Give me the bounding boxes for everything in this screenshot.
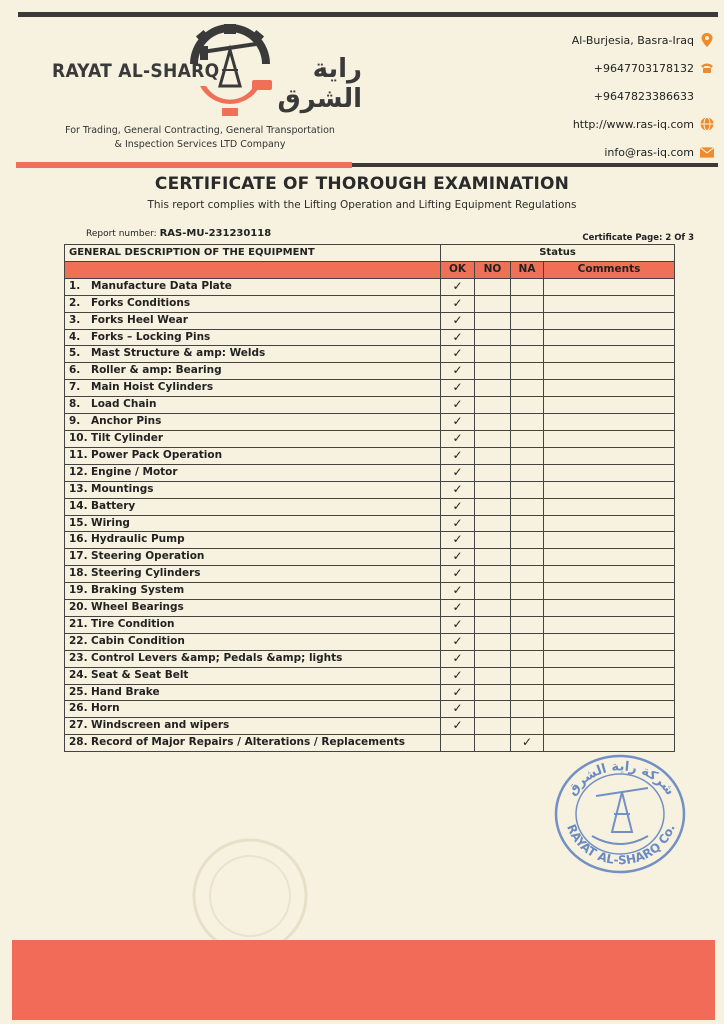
location-icon: [700, 33, 714, 47]
table-row: [65, 667, 675, 684]
comment-cell: [544, 735, 675, 752]
status-na-cell: [511, 430, 544, 447]
table-row: [65, 447, 675, 464]
item-label: Power Pack Operation: [91, 448, 223, 461]
company-stamp: [552, 752, 692, 882]
item-number: 18.: [69, 567, 88, 580]
table-row: [65, 650, 675, 667]
item-label-cell: [65, 566, 441, 583]
contact-phone-1: [514, 54, 714, 82]
footer-band: [12, 940, 715, 1020]
stamp-text-en: RAYAT AL-SHARQ Co.: [564, 822, 678, 868]
table-row: [65, 515, 675, 532]
col-ok: OK: [441, 261, 475, 278]
check-mark-icon: ✓: [452, 667, 463, 682]
check-mark-icon: ✓: [452, 363, 463, 378]
status-ok-cell: [441, 447, 475, 464]
item-number: 22.: [69, 634, 88, 647]
document-subtitle: This report complies with the Lifting Operation and Lifting Equipment Regulations: [147, 199, 577, 211]
check-mark-icon: ✓: [452, 464, 463, 479]
table-row: [65, 633, 675, 650]
check-mark-icon: ✓: [452, 346, 463, 361]
item-label: Cabin Condition: [91, 634, 185, 647]
item-label-cell: [65, 430, 441, 447]
status-na-cell: [511, 329, 544, 346]
item-label-cell: [65, 447, 441, 464]
comment-cell: [544, 312, 675, 329]
top-rule: [18, 12, 718, 17]
item-label: Roller & amp: Bearing: [91, 364, 222, 377]
item-label: Control Levers &amp; Pedals &amp; lights: [91, 651, 343, 664]
status-no-cell: [475, 532, 511, 549]
item-label-cell: [65, 397, 441, 414]
document-title: CERTIFICATE OF THOROUGH EXAMINATION: [154, 174, 570, 194]
item-number: 6.: [69, 364, 81, 377]
status-no-cell: [475, 718, 511, 735]
status-no-cell: [475, 735, 511, 752]
comment-cell: [544, 650, 675, 667]
status-na-cell: [511, 718, 544, 735]
item-label-cell: [65, 515, 441, 532]
item-number: 20.: [69, 601, 88, 614]
table-row: [65, 549, 675, 566]
header-divider-red: [16, 162, 352, 168]
status-ok-cell: [441, 363, 475, 380]
report-number-value: RAS-MU-231230118: [159, 228, 272, 239]
item-label-cell: [65, 363, 441, 380]
stamp-pumpjack-icon: [592, 788, 648, 844]
status-no-cell: [475, 295, 511, 312]
item-label: Anchor Pins: [91, 415, 162, 428]
table-row: [65, 363, 675, 380]
comment-cell: [544, 329, 675, 346]
comment-cell: [544, 616, 675, 633]
status-no-cell: [475, 701, 511, 718]
contact-website: [514, 110, 714, 138]
item-number: 27.: [69, 719, 88, 732]
item-label-cell: [65, 633, 441, 650]
status-ok-cell: [441, 549, 475, 566]
address-text: Al-Burjesia, Basra-Iraq: [571, 33, 694, 47]
status-na-cell: [511, 616, 544, 633]
status-na-cell: [511, 566, 544, 583]
check-mark-icon: ✓: [452, 566, 463, 581]
item-number: 16.: [69, 533, 88, 546]
status-na-cell: [511, 447, 544, 464]
header-divider-dark: [352, 163, 718, 167]
comment-cell: [544, 447, 675, 464]
status-ok-cell: [441, 684, 475, 701]
status-ok-cell: [441, 464, 475, 481]
item-number: 28.: [69, 736, 88, 749]
status-ok-cell: [441, 633, 475, 650]
status-no-cell: [475, 650, 511, 667]
item-label-cell: [65, 414, 441, 431]
item-label: Forks Heel Wear: [91, 313, 188, 326]
item-number: 12.: [69, 465, 88, 478]
stamp-text-ar: شركة راية الشرق: [564, 759, 678, 799]
status-no-cell: [475, 380, 511, 397]
check-mark-icon: ✓: [452, 498, 463, 513]
item-label: Wiring: [91, 516, 130, 529]
item-label: Hand Brake: [91, 685, 160, 698]
status-na-cell: [511, 312, 544, 329]
status-ok-cell: [441, 600, 475, 617]
comment-cell: [544, 701, 675, 718]
comment-cell: [544, 363, 675, 380]
status-ok-cell: [441, 278, 475, 295]
item-label-cell: [65, 650, 441, 667]
item-label-cell: [65, 481, 441, 498]
status-na-cell: [511, 380, 544, 397]
status-ok-cell: [441, 718, 475, 735]
status-no-cell: [475, 414, 511, 431]
item-label: Record of Major Repairs / Alterations / Replacements: [91, 736, 405, 749]
item-label: Steering Operation: [91, 550, 205, 563]
check-mark-icon: ✓: [452, 616, 463, 631]
status-na-cell: [511, 363, 544, 380]
comment-cell: [544, 464, 675, 481]
item-label: Engine / Motor: [91, 465, 178, 478]
check-mark-icon: ✓: [452, 380, 463, 395]
item-label-cell: [65, 684, 441, 701]
status-no-cell: [475, 278, 511, 295]
phone-1-text: +9647703178132: [593, 61, 694, 75]
status-ok-cell: [441, 532, 475, 549]
status-ok-cell: [441, 312, 475, 329]
item-number: 8.: [69, 398, 81, 411]
check-mark-icon: ✓: [452, 549, 463, 564]
item-label-cell: [65, 464, 441, 481]
status-na-cell: [511, 701, 544, 718]
item-label: Horn: [91, 702, 120, 715]
item-label: Tilt Cylinder: [91, 431, 164, 444]
status-na-cell: [511, 650, 544, 667]
status-no-cell: [475, 312, 511, 329]
status-ok-cell: [441, 397, 475, 414]
comment-cell: [544, 600, 675, 617]
item-number: 5.: [69, 347, 81, 360]
check-mark-icon: ✓: [452, 583, 463, 598]
comment-cell: [544, 684, 675, 701]
status-no-cell: [475, 447, 511, 464]
status-na-cell: [511, 295, 544, 312]
check-mark-icon: ✓: [452, 515, 463, 530]
company-name-en: RAYAT AL-SHARQ: [52, 60, 220, 82]
table-row: [65, 718, 675, 735]
item-number: 14.: [69, 499, 88, 512]
check-mark-icon: ✓: [452, 295, 463, 310]
status-na-cell: [511, 278, 544, 295]
status-ok-cell: [441, 616, 475, 633]
mail-icon: [700, 145, 714, 159]
status-ok-cell: [441, 414, 475, 431]
inspection-table: [64, 244, 674, 752]
comment-cell: [544, 278, 675, 295]
contact-block: [514, 26, 714, 166]
item-number: 11.: [69, 448, 88, 461]
item-label-cell: [65, 380, 441, 397]
item-number: 1.: [69, 279, 81, 292]
table-row: [65, 430, 675, 447]
table-row: [65, 329, 675, 346]
section-header: GENERAL DESCRIPTION OF THE EQUIPMENT: [65, 245, 441, 262]
item-label: Seat & Seat Belt: [91, 668, 189, 681]
tagline-line-1: For Trading, General Contracting, General Transportation: [65, 125, 335, 136]
status-na-cell: [511, 498, 544, 515]
comment-cell: [544, 667, 675, 684]
item-number: 7.: [69, 381, 81, 394]
comment-cell: [544, 295, 675, 312]
item-label-cell: [65, 583, 441, 600]
status-no-cell: [475, 430, 511, 447]
check-mark-icon: ✓: [521, 735, 533, 750]
table-row: [65, 498, 675, 515]
status-na-cell: [511, 549, 544, 566]
status-ok-cell: [441, 650, 475, 667]
status-ok-cell: [441, 481, 475, 498]
table-row: [65, 464, 675, 481]
status-na-cell: [511, 532, 544, 549]
comment-cell: [544, 718, 675, 735]
column-header-row: [65, 261, 675, 278]
item-number: 10.: [69, 431, 88, 444]
contact-phone-2: [514, 82, 714, 110]
status-na-cell: [511, 735, 544, 752]
item-number: 13.: [69, 482, 88, 495]
item-number: 21.: [69, 617, 88, 630]
status-ok-cell: [441, 701, 475, 718]
certificate-page-number: Certificate Page: 2 Of 3: [582, 233, 694, 243]
item-label-cell: [65, 667, 441, 684]
status-ok-cell: [441, 583, 475, 600]
check-mark-icon: ✓: [452, 633, 463, 648]
status-na-cell: [511, 464, 544, 481]
item-label-cell: [65, 600, 441, 617]
report-number-label: Report number:: [86, 229, 157, 239]
col-comments: Comments: [544, 261, 675, 278]
comment-cell: [544, 566, 675, 583]
table-header-row: [65, 245, 675, 262]
item-label-cell: [65, 295, 441, 312]
item-label: Manufacture Data Plate: [91, 279, 232, 292]
status-na-cell: [511, 397, 544, 414]
check-mark-icon: ✓: [452, 278, 463, 293]
table-row: [65, 701, 675, 718]
col-no: NO: [475, 261, 511, 278]
item-label-cell: [65, 346, 441, 363]
table-row: [65, 616, 675, 633]
status-ok-cell: [441, 346, 475, 363]
company-logo: [52, 24, 362, 124]
status-no-cell: [475, 498, 511, 515]
item-label: Steering Cylinders: [91, 567, 201, 580]
website-text: http://www.ras-iq.com: [572, 117, 694, 131]
item-number: 4.: [69, 330, 81, 343]
item-label-cell: [65, 718, 441, 735]
item-label-cell: [65, 616, 441, 633]
phone-icon: [700, 61, 714, 75]
item-number: 17.: [69, 550, 88, 563]
comment-cell: [544, 346, 675, 363]
item-label: Tire Condition: [91, 617, 175, 630]
item-label: Mountings: [91, 482, 154, 495]
status-ok-cell: [441, 566, 475, 583]
status-no-cell: [475, 397, 511, 414]
comment-cell: [544, 498, 675, 515]
email-text: info@ras-iq.com: [604, 145, 694, 159]
item-number: 9.: [69, 415, 81, 428]
status-ok-cell: [441, 515, 475, 532]
item-number: 24.: [69, 668, 88, 681]
status-na-cell: [511, 667, 544, 684]
comment-cell: [544, 549, 675, 566]
comment-cell: [544, 515, 675, 532]
item-label-cell: [65, 735, 441, 752]
status-na-cell: [511, 515, 544, 532]
item-number: 19.: [69, 584, 88, 597]
check-mark-icon: ✓: [452, 600, 463, 615]
item-label: Braking System: [91, 584, 185, 597]
status-ok-cell: [441, 667, 475, 684]
table-row: [65, 600, 675, 617]
status-no-cell: [475, 346, 511, 363]
check-mark-icon: ✓: [452, 684, 463, 699]
table-row: [65, 295, 675, 312]
status-no-cell: [475, 464, 511, 481]
check-mark-icon: ✓: [452, 718, 463, 733]
report-number: [86, 228, 271, 239]
table-row: [65, 684, 675, 701]
table-row: [65, 397, 675, 414]
item-label-cell: [65, 532, 441, 549]
item-label-cell: [65, 329, 441, 346]
comment-cell: [544, 633, 675, 650]
item-label: Wheel Bearings: [91, 601, 184, 614]
company-tagline: [50, 124, 350, 152]
status-ok-cell: [441, 380, 475, 397]
col-na: NA: [511, 261, 544, 278]
comment-cell: [544, 532, 675, 549]
comment-cell: [544, 380, 675, 397]
status-no-cell: [475, 363, 511, 380]
comment-cell: [544, 414, 675, 431]
check-mark-icon: ✓: [452, 430, 463, 445]
comment-cell: [544, 397, 675, 414]
contact-email: [514, 138, 714, 166]
status-na-cell: [511, 633, 544, 650]
table-row: [65, 414, 675, 431]
item-label: Load Chain: [91, 398, 157, 411]
status-na-cell: [511, 414, 544, 431]
status-na-cell: [511, 600, 544, 617]
contact-address: [514, 26, 714, 54]
status-no-cell: [475, 583, 511, 600]
check-mark-icon: ✓: [452, 532, 463, 547]
comment-cell: [544, 481, 675, 498]
embossed-seal: [190, 836, 310, 956]
status-na-cell: [511, 346, 544, 363]
status-ok-cell: [441, 735, 475, 752]
item-number: 15.: [69, 516, 88, 529]
check-mark-icon: ✓: [452, 650, 463, 665]
table-row: [65, 380, 675, 397]
item-number: 3.: [69, 313, 81, 326]
status-no-cell: [475, 600, 511, 617]
status-ok-cell: [441, 295, 475, 312]
item-label-cell: [65, 312, 441, 329]
status-ok-cell: [441, 498, 475, 515]
item-label: Windscreen and wipers: [91, 719, 230, 732]
table-row: [65, 583, 675, 600]
status-ok-cell: [441, 430, 475, 447]
check-mark-icon: ✓: [452, 312, 463, 327]
comment-cell: [544, 430, 675, 447]
phone-2-text: +9647823386633: [593, 89, 694, 103]
status-no-cell: [475, 667, 511, 684]
status-no-cell: [475, 616, 511, 633]
item-label: Main Hoist Cylinders: [91, 381, 214, 394]
status-no-cell: [475, 633, 511, 650]
table-row: [65, 735, 675, 752]
tagline-line-2: & Inspection Services LTD Company: [114, 139, 286, 150]
item-label-cell: [65, 549, 441, 566]
table-row: [65, 481, 675, 498]
status-no-cell: [475, 481, 511, 498]
globe-icon: [700, 117, 714, 131]
item-label: Hydraulic Pump: [91, 533, 185, 546]
table-row: [65, 532, 675, 549]
item-number: 25.: [69, 685, 88, 698]
status-header: Status: [441, 245, 675, 262]
item-number: 23.: [69, 651, 88, 664]
item-number: 26.: [69, 702, 88, 715]
status-no-cell: [475, 684, 511, 701]
check-mark-icon: ✓: [452, 701, 463, 716]
status-no-cell: [475, 566, 511, 583]
status-no-cell: [475, 515, 511, 532]
status-ok-cell: [441, 329, 475, 346]
table-row: [65, 566, 675, 583]
check-mark-icon: ✓: [452, 414, 463, 429]
table-row: [65, 278, 675, 295]
comment-cell: [544, 583, 675, 600]
item-label: Mast Structure & amp: Welds: [91, 347, 266, 360]
status-na-cell: [511, 583, 544, 600]
company-name-ar: راية الشرق: [277, 54, 362, 114]
check-mark-icon: ✓: [452, 397, 463, 412]
item-label-cell: [65, 498, 441, 515]
item-label: Forks Conditions: [91, 296, 191, 309]
status-no-cell: [475, 329, 511, 346]
item-label-cell: [65, 278, 441, 295]
table-row: [65, 346, 675, 363]
item-number: 2.: [69, 296, 81, 309]
check-mark-icon: ✓: [452, 447, 463, 462]
status-na-cell: [511, 481, 544, 498]
status-na-cell: [511, 684, 544, 701]
item-label-cell: [65, 701, 441, 718]
item-label: Battery: [91, 499, 136, 512]
check-mark-icon: ✓: [452, 329, 463, 344]
item-label: Forks – Locking Pins: [91, 330, 211, 343]
table-row: [65, 312, 675, 329]
check-mark-icon: ✓: [452, 481, 463, 496]
status-no-cell: [475, 549, 511, 566]
